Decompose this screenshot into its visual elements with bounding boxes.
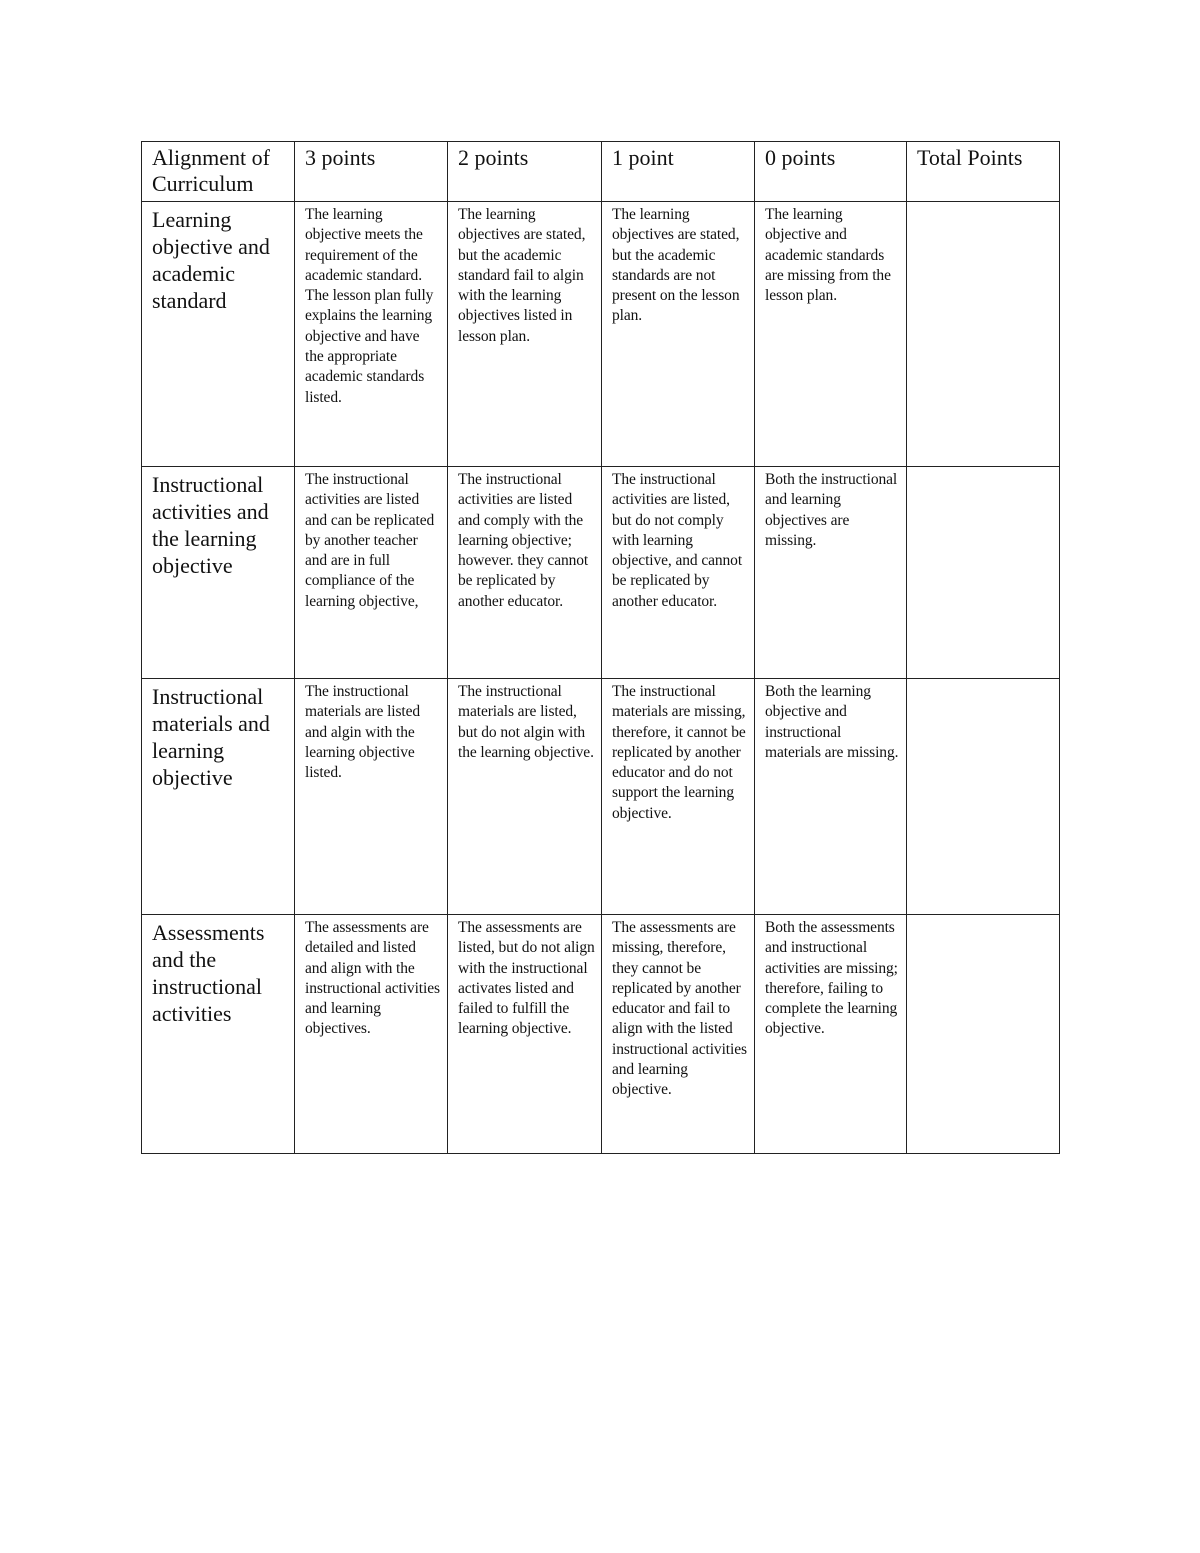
criteria-3-points: The assessments are detailed and listed and align with the instructional activities and learning objectives. [305, 919, 440, 1038]
row-label-cell [142, 915, 295, 1154]
criteria-1-point-cell [602, 679, 755, 915]
criteria-1-point-cell [602, 202, 755, 467]
criteria-2-points: The instructional activities are listed and comply with the learning objective; however. they cannot be replicated by another educator. [458, 471, 589, 610]
criteria-0-points: Both the assessments and instructional activities are missing; therefore, failing to complete the learning objective. [765, 919, 898, 1038]
criteria-3-points-cell [295, 467, 448, 679]
criteria-2-points-cell [448, 915, 602, 1154]
criteria-0-points-cell [755, 679, 907, 915]
criteria-3-points-cell [295, 679, 448, 915]
header-0-points-cell [755, 142, 907, 202]
header-2-points-cell [448, 142, 602, 202]
table-row [142, 915, 1060, 1154]
criteria-3-points: The instructional materials are listed and algin with the learning objective listed. [305, 683, 421, 782]
table-row [142, 202, 1060, 467]
row-label-cell [142, 679, 295, 915]
rubric-table [141, 141, 1060, 1154]
criteria-1-point-cell [602, 467, 755, 679]
header-row [142, 142, 1060, 202]
header-1-point: 1 point [612, 145, 674, 170]
criteria-3-points: The learning objective meets the requirement of the academic standard. The lesson plan fully explains the learning objective and have the appropriate academic standards listed. [305, 206, 434, 406]
criteria-1-point: The learning objectives are stated, but the academic standards are not present on the lesson plan. [612, 206, 740, 325]
total-points-cell[interactable] [907, 202, 1060, 467]
criteria-2-points-cell [448, 202, 602, 467]
header-total-points: Total Points [917, 145, 1023, 170]
header-2-points: 2 points [458, 145, 529, 170]
criteria-0-points: Both the learning objective and instructional materials are missing. [765, 683, 899, 761]
header-total-points-cell [907, 142, 1060, 202]
criteria-0-points: The learning objective and academic standards are missing from the lesson plan. [765, 206, 891, 305]
row-label: Instructional materials and learning objective [152, 684, 270, 790]
row-label: Assessments and the instructional activities [152, 920, 265, 1026]
criteria-1-point: The instructional materials are missing, therefore, it cannot be replicated by another educator and do not support the learning objective. [612, 683, 746, 822]
row-label: Learning objective and academic standard [152, 207, 270, 313]
criteria-2-points: The assessments are listed, but do not align with the instructional activates listed and failed to fulfill the learning objective. [458, 919, 595, 1038]
header-3-points: 3 points [305, 145, 376, 170]
header-3-points-cell [295, 142, 448, 202]
criteria-2-points-cell [448, 679, 602, 915]
table-row [142, 679, 1060, 915]
criteria-3-points-cell [295, 915, 448, 1154]
criteria-1-point: The instructional activities are listed, but do not comply with learning objective, and cannot be replicated by another educator. [612, 471, 743, 610]
header-category-cell [142, 142, 295, 202]
header-0-points: 0 points [765, 145, 836, 170]
criteria-3-points: The instructional activities are listed and can be replicated by another teacher and are in full compliance of the learning objective, [305, 471, 435, 610]
row-label-cell [142, 202, 295, 467]
header-1-point-cell [602, 142, 755, 202]
row-label-cell [142, 467, 295, 679]
criteria-1-point: The assessments are missing, therefore, they cannot be replicated by another educator and fail to align with the listed instructional activities and learning objective. [612, 919, 747, 1099]
criteria-3-points-cell [295, 202, 448, 467]
criteria-1-point-cell [602, 915, 755, 1154]
header-category: Alignment of Curriculum [152, 145, 270, 196]
total-points-cell[interactable] [907, 679, 1060, 915]
row-label: Instructional activities and the learning objective [152, 472, 269, 578]
total-points-cell[interactable] [907, 467, 1060, 679]
criteria-2-points-cell [448, 467, 602, 679]
table-row [142, 467, 1060, 679]
criteria-0-points-cell [755, 202, 907, 467]
criteria-2-points: The instructional materials are listed, but do not algin with the learning objective. [458, 683, 594, 761]
criteria-2-points: The learning objectives are stated, but the academic standard fail to algin with the learning objectives listed in lesson plan. [458, 206, 586, 345]
total-points-cell[interactable] [907, 915, 1060, 1154]
criteria-0-points-cell [755, 915, 907, 1154]
criteria-0-points: Both the instructional and learning objectives are missing. [765, 471, 898, 549]
criteria-0-points-cell [755, 467, 907, 679]
